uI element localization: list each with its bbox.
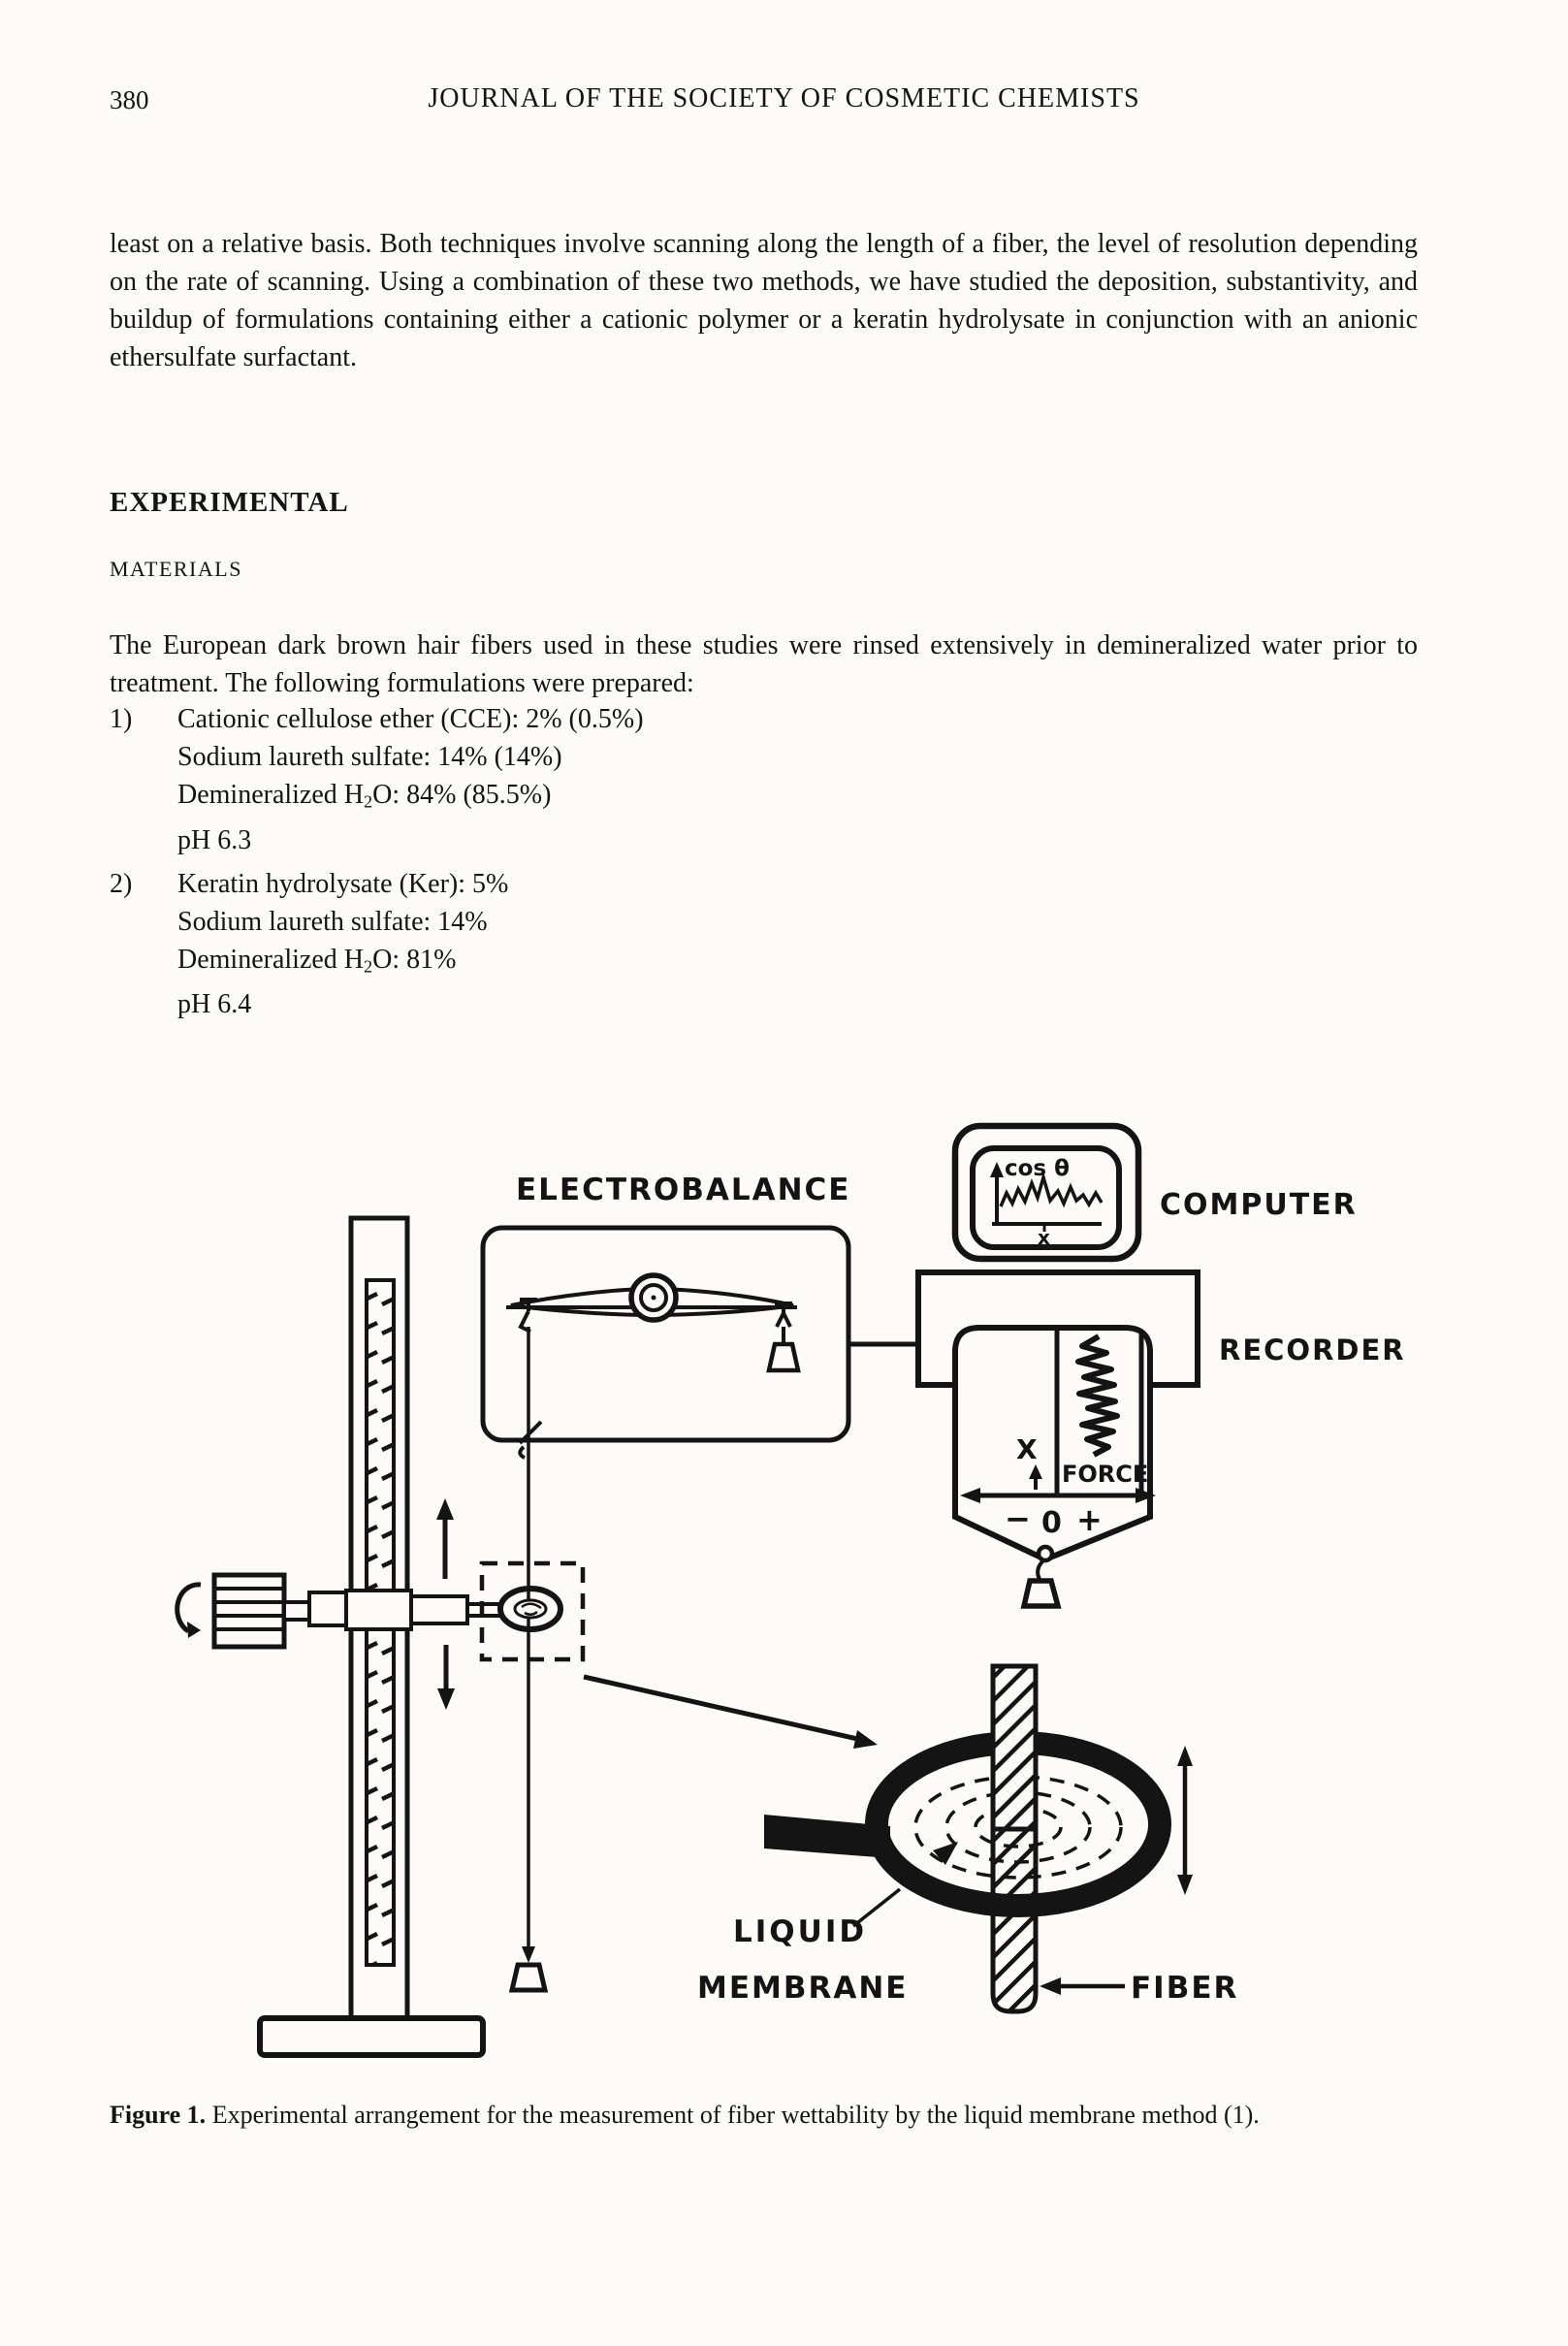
balance-counterweight [769, 1344, 798, 1370]
stand [260, 1218, 483, 2055]
formulation-number: 1) [110, 704, 133, 734]
liquid-membrane-label-line2: MEMBRANE [697, 1971, 909, 2006]
balance-pivot-dot [652, 1296, 656, 1301]
electrobalance-label: ELECTROBALANCE [516, 1173, 851, 1207]
formulation-line: Keratin hydrolysate (Ker): 5% [177, 868, 509, 899]
formulation-line: Cationic cellulose ether (CCE): 2% (0.5%) [177, 704, 644, 734]
oscillation-arrow-top-head [1177, 1746, 1193, 1766]
scale-zero-label: 0 [1041, 1506, 1062, 1540]
fiber-rod-upper [993, 1666, 1036, 1829]
formulation-line: Sodium laureth sulfate: 14% [177, 906, 488, 937]
lower-weight [512, 1965, 545, 1990]
figure-caption [110, 2097, 1418, 2134]
formulation-line: pH 6.3 [177, 824, 252, 855]
liquid-membrane-label-line1: LIQUID [733, 1914, 868, 1949]
recorder-label: RECORDER [1219, 1334, 1406, 1366]
screen-trace-label: cos θ [1005, 1156, 1070, 1181]
scale-minus-label: − [1005, 1500, 1031, 1537]
recorder-apex-ring [1039, 1547, 1052, 1560]
formulation-item-2 [110, 865, 1176, 1024]
formulation-line: Sodium laureth sulfate: 14% (14%) [177, 742, 562, 772]
figure-caption-text: Experimental arrangement for the measurement of fiber wettability by the liquid membrane method (1). [211, 2101, 1260, 2129]
wire-arrowhead [522, 1946, 535, 1963]
force-label: FORCE [1062, 1461, 1149, 1488]
formulation-line: Demineralized $H_2O$: 84% (85.5%) [177, 780, 552, 812]
formulation-line: Demineralized $H_2O$: 81% [177, 944, 457, 977]
materials-subheading: MATERIALS [110, 557, 242, 581]
electrobalance-unit [483, 1228, 848, 1440]
intro-paragraph: least on a relative basis. Both techniques involve scanning along the length of a fiber, the level of resolution depending on the rate of scanning. Using a combination of these two methods, we have studied the deposition, substantivity, and buildup of formulations containing either a cationic polymer or a keratin hydrolysate in conjunction with an anionic ethersulfate surfactant. [110, 229, 1418, 372]
formulation-list [110, 700, 1176, 1029]
membrane-detail [584, 1666, 1238, 2011]
figure-caption-label: Figure 1. [110, 2101, 207, 2129]
clamp-arm [411, 1596, 467, 1623]
page-number: 380 [110, 85, 149, 114]
down-arrow-head [437, 1688, 455, 1710]
fiber-label: FIBER [1131, 1971, 1239, 2006]
fiber-arrowhead [1040, 1977, 1061, 1995]
recorder-weight-wire [1038, 1560, 1043, 1581]
scale-plus-label: + [1076, 1501, 1103, 1538]
fiber-rod-lower [993, 1823, 1036, 2011]
recorder-unit [918, 1272, 1198, 1606]
clamp-block [309, 1592, 346, 1625]
computer-monitor [955, 1126, 1138, 1259]
recorder-weight [1024, 1581, 1058, 1606]
clamp-rod [467, 1604, 502, 1616]
zoom-pointer-arrowhead [853, 1730, 878, 1749]
zoom-pointer-arrow-shaft [584, 1677, 866, 1741]
computer-label: COMPUTER [1160, 1188, 1358, 1222]
rotation-arrowhead [187, 1622, 201, 1638]
up-arrow-head [436, 1498, 454, 1520]
membrane-inner-arrow [933, 1842, 958, 1865]
crank-shaft [284, 1602, 309, 1620]
crank-knob [214, 1575, 284, 1647]
materials-paragraph: The European dark brown hair fibers used in these studies were rinsed extensively in demineralized water prior to treatment. The following formulations were prepared: [110, 630, 1418, 698]
formulation-line: pH 6.4 [177, 989, 252, 1020]
formulation-number: 2) [110, 868, 133, 899]
stand-base [260, 2018, 483, 2055]
chart-y-label: X [1016, 1433, 1038, 1465]
oscillation-arrow-bottom-head [1177, 1875, 1193, 1895]
formulation-item-1 [110, 700, 1176, 859]
clamp-collar [346, 1591, 411, 1629]
figure-1-diagram [0, 1106, 1568, 2071]
loop-liquid-film [515, 1600, 546, 1618]
screen-x-axis-label: x [1038, 1226, 1050, 1249]
experimental-heading: EXPERIMENTAL [110, 487, 349, 518]
electrobalance-housing [483, 1228, 848, 1440]
journal-header: JOURNAL OF THE SOCIETY OF COSMETIC CHEMISTS [428, 83, 1140, 113]
